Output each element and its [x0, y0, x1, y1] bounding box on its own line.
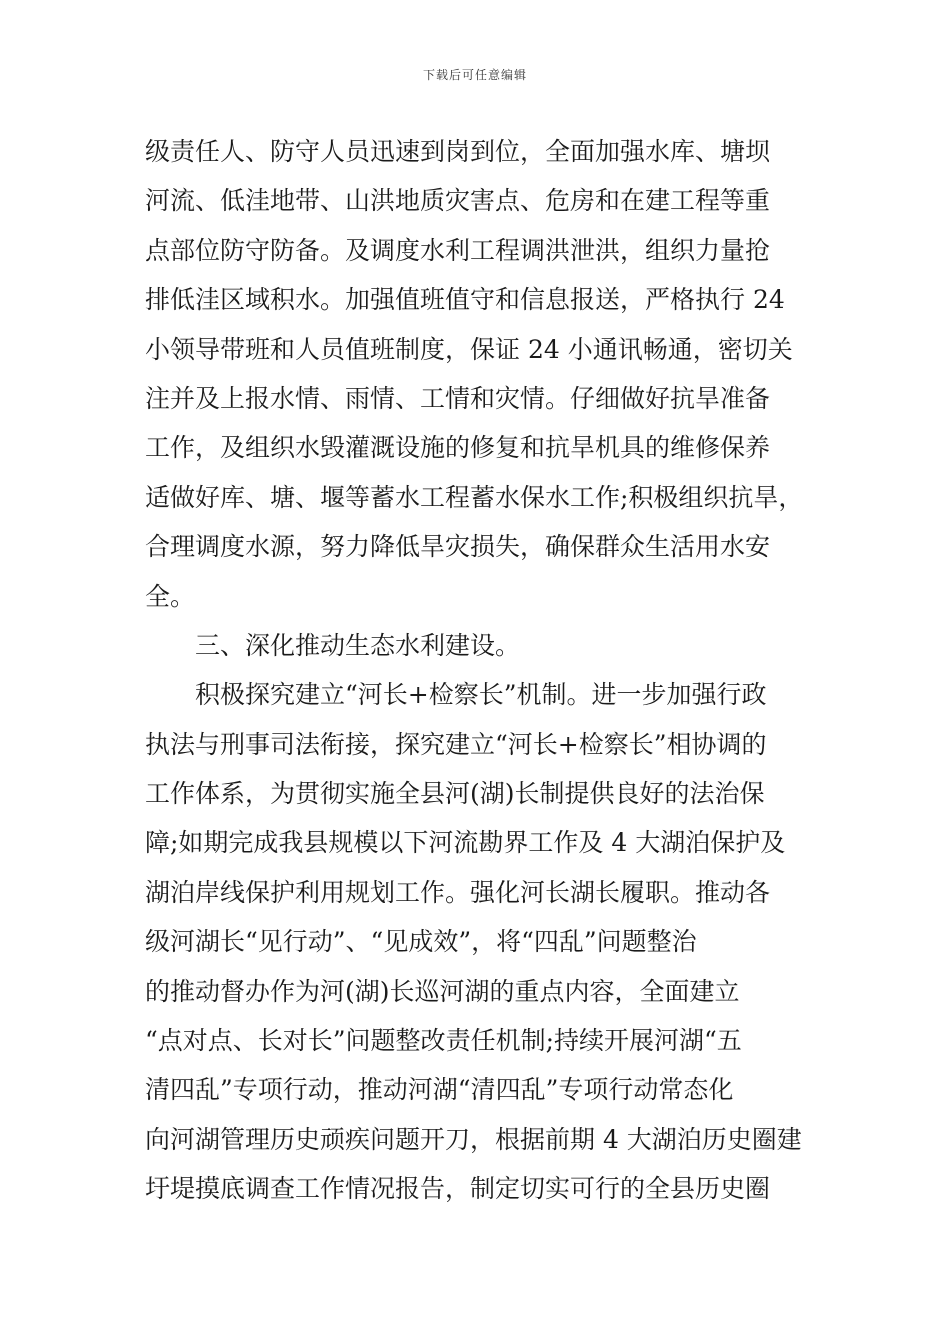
- document-body: [145, 127, 825, 1214]
- text-line: 小领导带班和人员值班制度，保证 24 小通讯畅通，密切关: [145, 334, 793, 364]
- text-line: 注并及上报水情、雨情、工情和灾情。仔细做好抗旱准备: [145, 383, 771, 413]
- text-line: 级河湖长“见行动”、“见成效”，将“四乱”问题整治: [145, 927, 697, 957]
- text-line: 点部位防守防备。及调度水利工程调洪泄洪，组织力量抢: [145, 235, 771, 265]
- text-line: 工作，及组织水毁灌溉设施的修复和抗旱机具的维修保养: [145, 433, 771, 463]
- text-line: 障;如期完成我县规模以下河流勘界工作及 4 大湖泊保护及: [145, 828, 786, 858]
- text-line: 全。: [145, 581, 196, 611]
- text-line: “点对点、长对长”问题整改责任机制;持续开展河湖“五: [145, 1026, 742, 1056]
- text-line: 清四乱”专项行动，推动河湖“清四乱”专项行动常态化: [145, 1075, 734, 1105]
- text-line: 适做好库、塘、堰等蓄水工程蓄水保水工作;积极组织抗旱，: [145, 482, 804, 512]
- paragraph-start-line: 积极探究建立“河长+检察长”机制。进一步加强行政: [195, 680, 767, 710]
- text-line: 向河湖管理历史顽疾问题开刀，根据前期 4 大湖泊历史圈建: [145, 1124, 802, 1154]
- text-line: 排低洼区域积水。加强值班值守和信息报送，严格执行 24: [145, 285, 785, 315]
- text-line: 的推动督办作为河(湖)长巡河湖的重点内容，全面建立: [145, 976, 740, 1006]
- text-line: 湖泊岸线保护利用规划工作。强化河长湖长履职。推动各: [145, 877, 771, 907]
- text-line: 执法与刑事司法衔接，探究建立“河长+检察长”相协调的: [145, 729, 767, 759]
- text-line: 河流、低洼地带、山洪地质灾害点、危房和在建工程等重: [145, 186, 771, 216]
- text-line: 工作体系，为贯彻实施全县河(湖)长制提供良好的法治保: [145, 779, 765, 809]
- page-header: 下载后可任意编辑: [422, 68, 527, 82]
- text-line: 圩堤摸底调查工作情况报告，制定切实可行的全县历史圈: [145, 1174, 771, 1204]
- text-line: 合理调度水源，努力降低旱灾损失，确保群众生活用水安: [145, 532, 771, 562]
- section-heading: 三、深化推动生态水利建设。: [195, 630, 521, 660]
- text-line: 级责任人、防守人员迅速到岗到位，全面加强水库、塘坝: [145, 137, 771, 166]
